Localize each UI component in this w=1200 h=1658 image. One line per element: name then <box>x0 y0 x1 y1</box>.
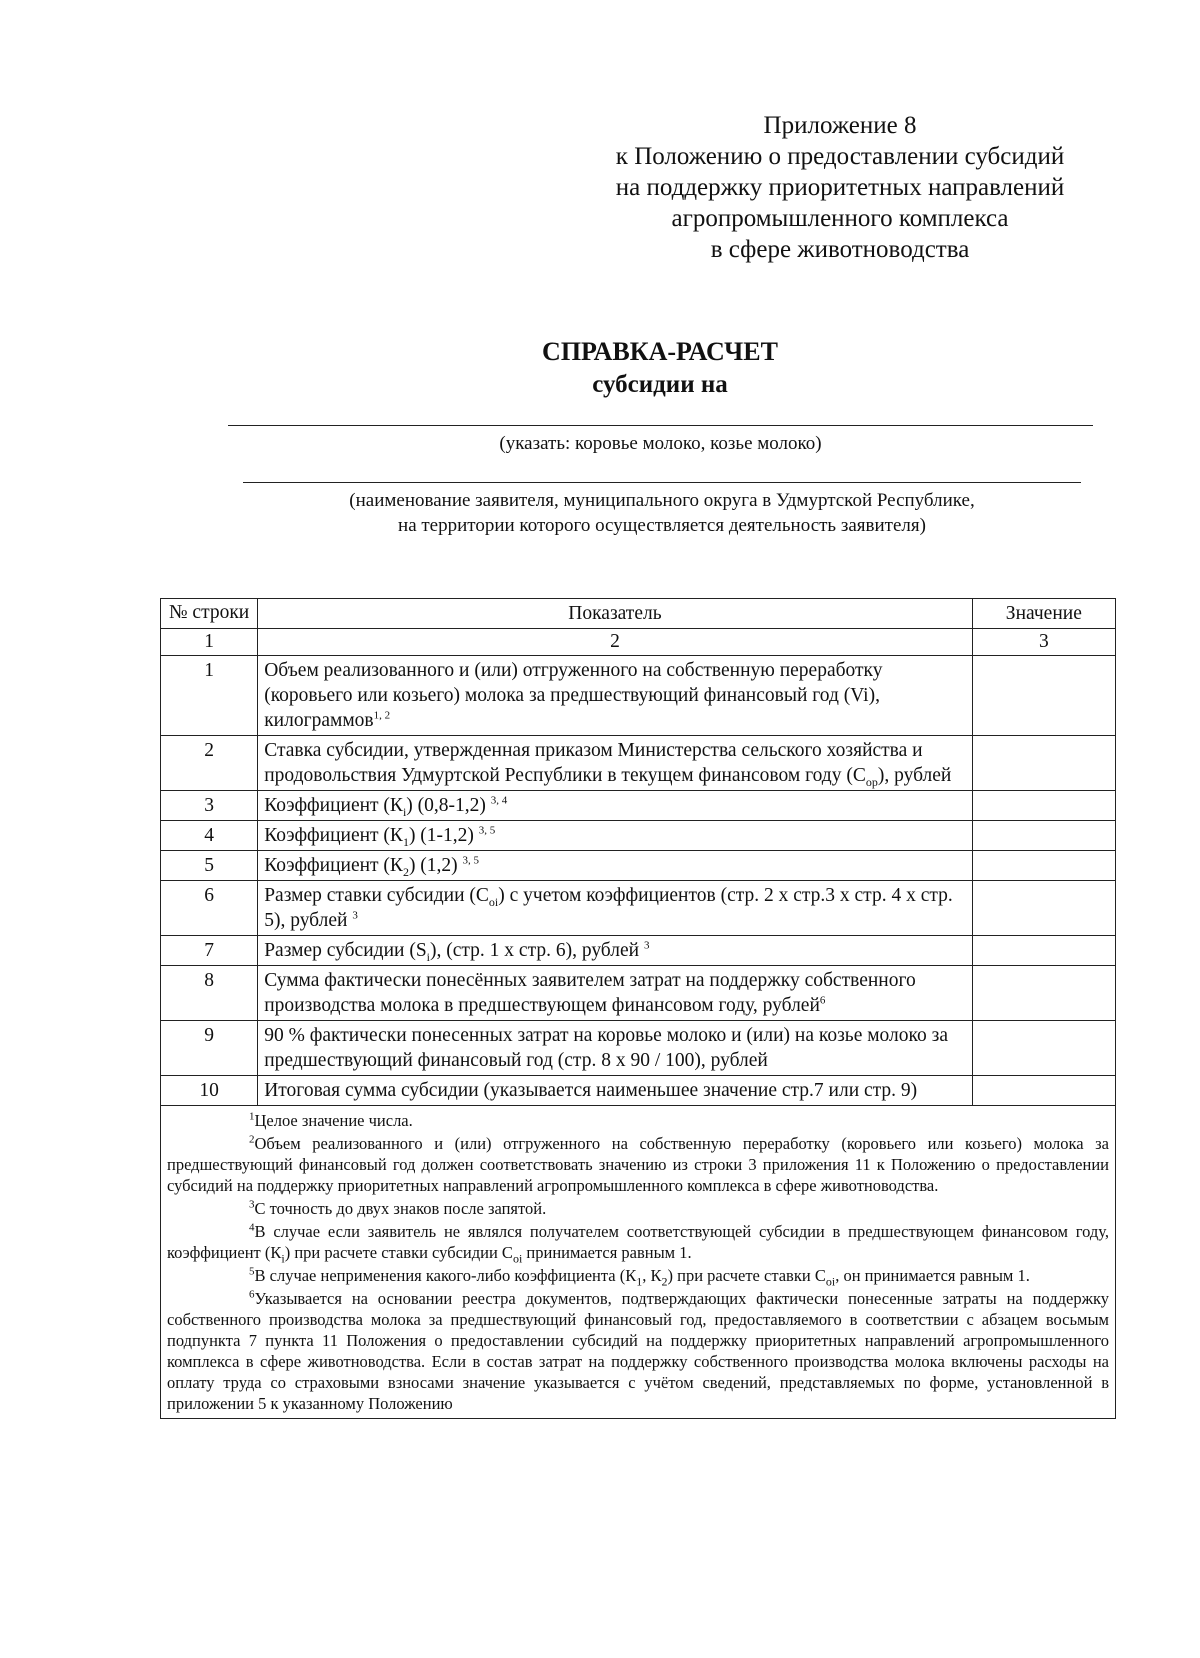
footnote-text: ) при расчете ставки субсидии С <box>284 1243 513 1262</box>
indicator-text: Сумма фактически понесённых заявителем затрат на поддержку собственного производства молока в предшествующем финансовом году, рублей <box>264 970 916 1016</box>
table-header-row <box>161 599 1116 629</box>
row-value[interactable] <box>972 1021 1115 1076</box>
table-row <box>161 851 1116 881</box>
footnote-mark: 1 <box>249 1110 255 1123</box>
hint-applicant <box>243 488 1081 538</box>
row-value[interactable] <box>972 821 1115 851</box>
column-numbering-row <box>161 629 1116 656</box>
row-indicator <box>258 736 972 791</box>
indicator-text: ) с учетом коэффициентов (стр. 2 х стр.3 х стр. 4 х стр. 5), рублей <box>264 885 953 931</box>
footnote-mark: 5 <box>249 1265 255 1278</box>
column-number: 2 <box>258 629 972 656</box>
calculation-table <box>160 598 1116 1419</box>
indicator-text: ) (0,8-1,2) <box>406 795 486 816</box>
indicator-text: Объем реализованного и (или) отгруженного на собственную переработку (коровьего или козьего) молока за предшествующий финансовый год (Vi), килограммов <box>264 660 883 731</box>
row-value[interactable] <box>972 966 1115 1021</box>
footnote-ref: 3 <box>643 939 650 952</box>
subscript: 1 <box>636 1274 643 1289</box>
row-number: 2 <box>161 736 258 791</box>
footnote-text: , он принимается равным 1. <box>835 1266 1030 1285</box>
table-row <box>161 656 1116 736</box>
row-indicator <box>258 966 972 1021</box>
subscript: 2 <box>661 1274 668 1289</box>
footnote-ref: 3 <box>352 909 358 922</box>
footnote-text: Целое значение числа. <box>254 1111 413 1130</box>
table-row <box>161 821 1116 851</box>
row-number: 8 <box>161 966 258 1021</box>
footnote-text: принимается равным 1. <box>522 1243 692 1262</box>
hint-line: на территории которого осуществляется деятельность заявителя) <box>398 515 926 536</box>
row-number: 6 <box>161 881 258 936</box>
row-number: 1 <box>161 656 258 736</box>
appendix-line: в сфере животноводства <box>710 236 970 263</box>
appendix-line: на поддержку приоритетных направлений <box>615 174 1065 201</box>
subscript: 1 <box>402 834 409 849</box>
subscript: 2 <box>402 864 409 879</box>
table-row <box>161 881 1116 936</box>
footnote-ref: 3, 5 <box>462 854 480 867</box>
footnote-mark: 2 <box>249 1133 255 1146</box>
footnotes-row <box>161 1106 1116 1419</box>
row-value[interactable] <box>972 881 1115 936</box>
header-row-number: № строки <box>161 599 258 629</box>
subscript: i <box>426 949 431 964</box>
row-value[interactable] <box>972 736 1115 791</box>
footnote-1 <box>167 1110 1109 1131</box>
appendix-line: к Положению о предоставлении субсидий <box>615 143 1065 170</box>
footnote-mark: 4 <box>249 1221 255 1234</box>
document-title: СПРАВКА-РАСЧЕТ <box>542 337 778 366</box>
table-row <box>161 1076 1116 1106</box>
footnote-3 <box>167 1198 1109 1219</box>
footnote-text: Указывается на основании реестра документов, подтверждающих фактически понесенные затраты на поддержку собственного производства молока за предшествующий финансовый год, предоставляемого в соответствии с абзацем восьмым подпункта 7 пункта 11 Положения о предоставлении субсидий на поддержку приоритетных направлений агропромышленного комплекса в сфере животноводства. Если в состав затрат на поддержку собственного производства молока включены расходы на оплату труда со страховыми взносами значение указывается с учётом сведений, представляемых по форме, установленной в приложении 5 к указанному Положению <box>167 1289 1109 1413</box>
row-indicator <box>258 656 972 736</box>
indicator-text: ) (1,2) <box>408 855 458 876</box>
row-number: 9 <box>161 1021 258 1076</box>
footnote-ref: 6 <box>819 994 826 1007</box>
footnote-text: Объем реализованного и (или) отгруженного на собственную переработку (коровьего или козьего) молока за предшествующий финансовый год должен соответствовать значению из строки 3 приложения 11 к Положению о предоставлении субсидий на поддержку приоритетных направлений агропромышленного комплекса в сфере животноводства. <box>167 1134 1109 1195</box>
footnote-text: В случае неприменения какого-либо коэффициента (К <box>254 1266 637 1285</box>
hint-line: (наименование заявителя, муниципального округа в Удмуртской Республике, <box>349 490 975 511</box>
row-indicator: 90 % фактически понесенных затрат на коровье молоко и (или) на козье молоко за предшествующий финансовый год (стр. 8 х 90 / 100), рублей <box>258 1021 972 1076</box>
subscript: oi <box>512 1251 523 1266</box>
appendix-line: агропромышленного комплекса <box>671 205 1009 232</box>
indicator-text: ) (1-1,2) <box>408 825 474 846</box>
footnote-5 <box>167 1265 1109 1289</box>
row-value[interactable] <box>972 791 1115 821</box>
row-value[interactable] <box>972 1076 1115 1106</box>
row-value[interactable] <box>972 851 1115 881</box>
table-row <box>161 736 1116 791</box>
row-value[interactable] <box>972 656 1115 736</box>
table-row <box>161 966 1116 1021</box>
indicator-text: ), (стр. 1 х стр. 6), рублей <box>430 940 640 961</box>
subscript: oi <box>825 1274 836 1289</box>
row-number: 10 <box>161 1076 258 1106</box>
subscript: ор <box>865 774 878 789</box>
row-indicator <box>258 851 972 881</box>
fill-in-line-subject <box>228 425 1093 426</box>
indicator-text: Коэффициент (К <box>264 795 403 816</box>
appendix-line: Приложение 8 <box>763 112 917 139</box>
footnote-2 <box>167 1133 1109 1196</box>
row-number: 3 <box>161 791 258 821</box>
row-number: 4 <box>161 821 258 851</box>
column-number: 1 <box>161 629 258 656</box>
indicator-text: Ставка субсидии, утвержденная приказом Министерства сельского хозяйства и продовольствия Удмуртской Республики в текущем финансовом году (С <box>264 740 923 786</box>
footnote-text: ) при расчете ставки С <box>667 1266 826 1285</box>
footnote-ref: 1, 2 <box>373 709 391 722</box>
subscript: oi <box>488 894 499 909</box>
row-value[interactable] <box>972 936 1115 966</box>
indicator-text: Коэффициент (К <box>264 855 403 876</box>
table-row <box>161 791 1116 821</box>
row-indicator <box>258 791 972 821</box>
footnote-ref: 3, 5 <box>478 824 496 837</box>
footnote-mark: 6 <box>249 1288 255 1301</box>
header-indicator: Показатель <box>258 599 972 629</box>
footnote-text: , К <box>642 1266 662 1285</box>
row-indicator: Итоговая сумма субсидии (указывается наименьшее значение стр.7 или стр. 9) <box>258 1076 972 1106</box>
fill-in-line-applicant <box>243 482 1081 483</box>
subscript: i <box>402 804 407 819</box>
indicator-text: Размер ставки субсидии (С <box>264 885 489 906</box>
indicator-text: Коэффициент (К <box>264 825 403 846</box>
hint-subject: (указать: коровье молоко, козье молоко) <box>499 433 822 454</box>
row-indicator <box>258 821 972 851</box>
row-indicator <box>258 936 972 966</box>
subscript: i <box>281 1251 285 1266</box>
footnote-6 <box>167 1288 1109 1414</box>
table-row <box>161 936 1116 966</box>
column-number: 3 <box>972 629 1115 656</box>
document-subtitle: субсидии на <box>592 371 728 398</box>
appendix-header <box>560 110 1120 265</box>
table-row <box>161 1021 1116 1076</box>
header-value: Значение <box>972 599 1115 629</box>
footnote-text: С точность до двух знаков после запятой. <box>254 1199 547 1218</box>
row-indicator <box>258 881 972 936</box>
row-number: 5 <box>161 851 258 881</box>
indicator-text: ), рублей <box>877 765 952 786</box>
footnote-text: В случае если заявитель не являлся получателем соответствующей субсидии в предшествующем финансовом году, коэффициент (К <box>167 1222 1109 1262</box>
row-number: 7 <box>161 936 258 966</box>
footnote-mark: 3 <box>249 1198 255 1211</box>
indicator-text: Размер субсидии (S <box>264 940 427 961</box>
footnote-4 <box>167 1221 1109 1266</box>
footnote-ref: 3, 4 <box>490 794 508 807</box>
footnotes <box>161 1106 1116 1419</box>
